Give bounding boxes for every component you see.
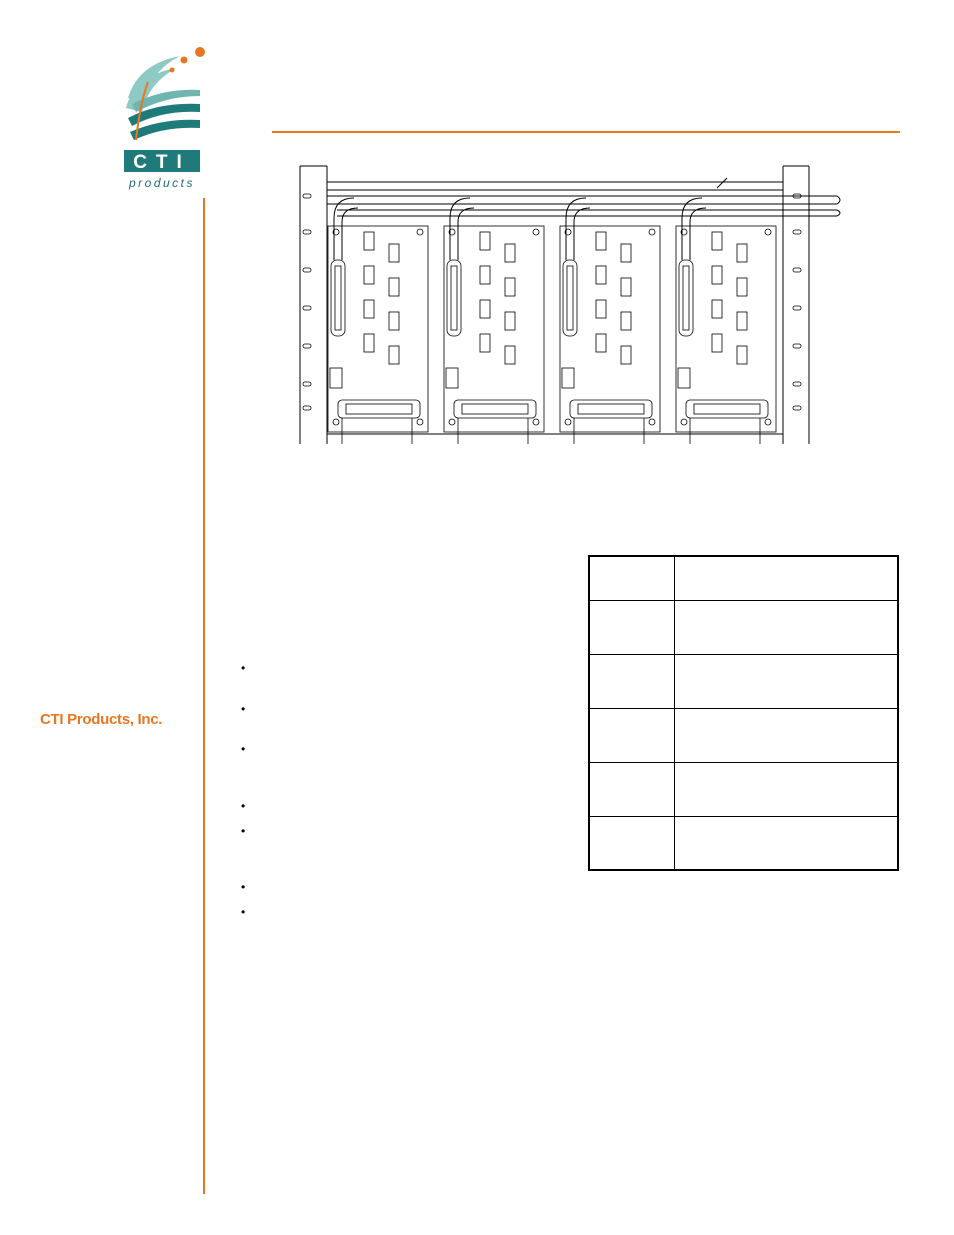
module [678,368,690,388]
spec-table [588,555,899,871]
mounting-hole [793,268,801,272]
spec-label-cell [589,816,675,870]
spec-label-cell [589,762,675,816]
jack [480,300,490,318]
jack [712,232,722,250]
screw [333,419,339,425]
ribbon-connector [454,400,536,418]
screw [649,419,655,425]
jack [621,244,631,262]
mounting-hole [793,406,801,410]
spec-label-cell [589,708,675,762]
spec-label-cell [589,654,675,708]
jack [737,346,747,364]
jack [712,266,722,284]
screw [649,229,655,235]
sidebar-rule [203,198,205,1194]
spec-row [589,708,898,762]
screw [765,229,771,235]
cti-logo [118,42,210,192]
jack [712,334,722,352]
patch-panel [560,198,660,444]
mounting-hole [303,230,311,234]
jack [389,278,399,296]
jack [364,266,374,284]
bullet-item: • [241,661,246,675]
screw [417,419,423,425]
spec-value-cell [675,708,899,762]
spec-value-cell [675,556,899,600]
spec-value-cell [675,600,899,654]
screw [533,419,539,425]
jack [621,346,631,364]
jack [596,334,606,352]
patch-panel [676,198,776,444]
jack [505,244,515,262]
vertical-connector [563,260,577,336]
spec-row [589,816,898,870]
mounting-hole [793,306,801,310]
spec-row [589,600,898,654]
jack [505,312,515,330]
ribbon-connector [338,400,420,418]
module [330,368,342,388]
screw [765,419,771,425]
screw [533,229,539,235]
bullet-item: • [241,880,246,894]
spec-row [589,654,898,708]
spec-label-cell [589,556,675,600]
jack [505,278,515,296]
patch-panel [328,198,428,444]
patch-panel [444,198,544,444]
spec-value-cell [675,762,899,816]
spec-row [589,556,898,600]
logo-word: products [128,176,196,190]
vertical-connector [331,260,345,336]
mounting-hole [303,382,311,386]
mounting-hole [793,382,801,386]
jack [596,300,606,318]
screw [565,419,571,425]
jack [389,346,399,364]
spec-row [589,762,898,816]
mounting-hole [303,194,311,198]
ribbon-connector [686,400,768,418]
mounting-hole [303,306,311,310]
jack [737,278,747,296]
bullet-item: • [241,702,246,716]
logo-letters: CTI [133,152,191,173]
bullet-item: • [241,905,246,919]
vertical-connector [679,260,693,336]
mounting-hole [793,230,801,234]
screw [681,419,687,425]
jack [480,266,490,284]
module [562,368,574,388]
screw [449,419,455,425]
jack [364,232,374,250]
jack [389,312,399,330]
header-rule [272,131,900,133]
vertical-connector [447,260,461,336]
jack [389,244,399,262]
module [446,368,458,388]
jack [480,232,490,250]
spec-label-cell [589,600,675,654]
jack [712,300,722,318]
mounting-hole [303,406,311,410]
mounting-hole [793,344,801,348]
jack [621,278,631,296]
jack [596,266,606,284]
jack [505,346,515,364]
mounting-hole [303,344,311,348]
bullet-item: • [241,824,246,838]
jack [480,334,490,352]
company-name: CTI Products, Inc. [40,711,163,728]
jack [737,244,747,262]
mounting-hole [303,268,311,272]
rack-panel-drawing [297,160,845,446]
bullet-item: • [241,799,246,813]
jack [364,334,374,352]
jack [596,232,606,250]
jack [621,312,631,330]
screw [417,229,423,235]
jack [737,312,747,330]
jack [364,300,374,318]
spec-value-cell [675,654,899,708]
bullet-item: • [241,742,246,756]
ribbon-connector [570,400,652,418]
spec-value-cell [675,816,899,870]
